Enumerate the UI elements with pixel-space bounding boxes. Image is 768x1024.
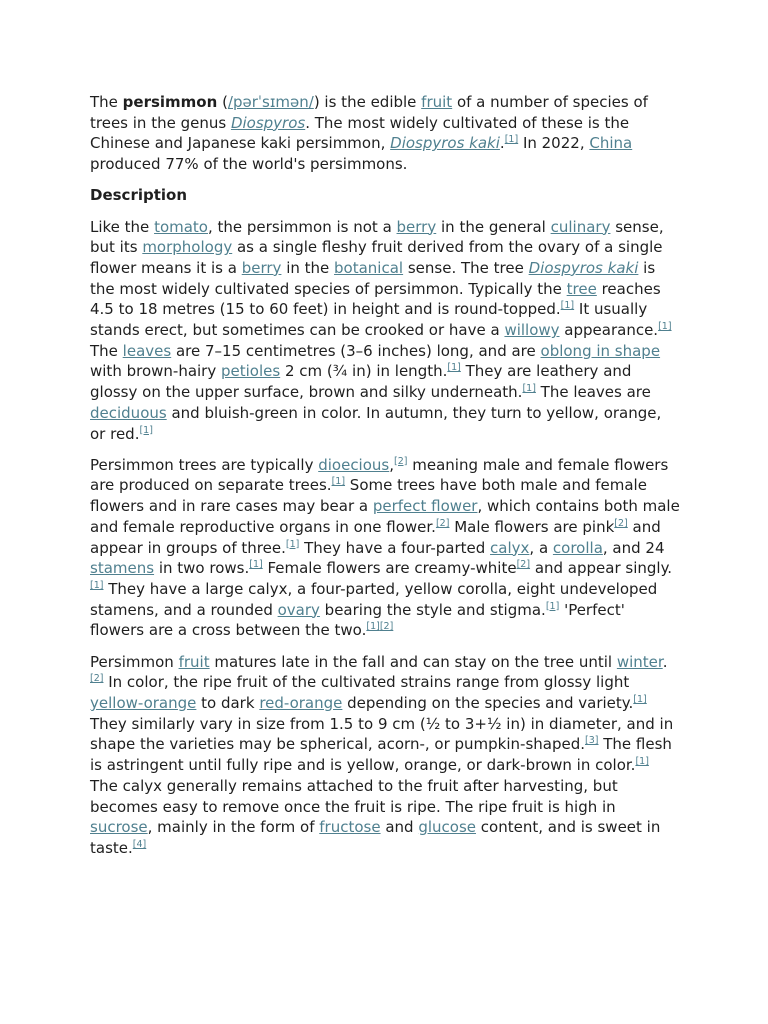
citation-ref xyxy=(517,559,530,570)
citation-link[interactable]: [2] xyxy=(379,621,394,633)
citation-link[interactable]: [1] xyxy=(249,559,263,571)
article-link[interactable]: /pərˈsɪmən/ xyxy=(227,93,314,111)
text-run: depending on the species and variety. xyxy=(342,693,634,712)
article-link[interactable]: red-orange xyxy=(259,693,343,712)
article-link[interactable]: leaves xyxy=(122,341,172,360)
text-run: sense. The tree xyxy=(403,258,529,277)
text-run: Female flowers are creamy-white xyxy=(262,559,517,578)
intro-paragraph xyxy=(90,92,680,175)
text-run: and appear in groups of three. xyxy=(90,517,661,557)
citation-ref xyxy=(286,539,299,550)
citation-ref xyxy=(585,735,598,746)
text-run: They have a large calyx, a four-parted, yellow corolla, eight undeveloped stamens, and a rounded xyxy=(90,579,658,619)
text-run: , and 24 xyxy=(602,538,665,557)
bold-term: persimmon xyxy=(122,93,218,111)
article-link[interactable]: Diospyros kaki xyxy=(528,258,639,277)
article-link[interactable]: glucose xyxy=(418,818,477,837)
article-link[interactable]: tomato xyxy=(154,217,208,236)
article-link[interactable]: culinary xyxy=(550,217,611,236)
text-run: Persimmon trees are typically xyxy=(90,455,319,474)
citation-link[interactable]: [4] xyxy=(132,838,147,850)
text-run: sense, but its xyxy=(90,217,664,257)
citation-ref xyxy=(394,456,407,467)
citation-link[interactable]: [2] xyxy=(435,517,450,529)
text-run: and appear singly. xyxy=(530,559,673,578)
citation-link[interactable]: [1] xyxy=(545,600,560,612)
article-link[interactable]: oblong in shape xyxy=(540,341,661,360)
text-run: It usually stands erect, but sometimes can be crooked or have a xyxy=(90,300,648,340)
article-link[interactable]: dioecious xyxy=(318,455,390,474)
citation-link[interactable]: [3] xyxy=(585,735,599,747)
text-run: . xyxy=(662,652,668,671)
citation-ref xyxy=(133,839,146,850)
citation-link[interactable]: [2] xyxy=(394,455,408,467)
article-link[interactable]: botanical xyxy=(334,258,404,277)
article-link[interactable]: willowy xyxy=(504,321,560,340)
text-run: meaning male and female flowers are produced on separate trees. xyxy=(90,455,669,495)
article-link[interactable]: berry xyxy=(241,258,282,277)
citation-link[interactable]: [1] xyxy=(560,300,575,312)
description-section xyxy=(90,217,680,859)
citation-ref xyxy=(380,621,393,632)
text-run: 'Perfect' flowers are a cross between the two. xyxy=(90,600,625,640)
citation-ref xyxy=(633,694,646,705)
article-link[interactable]: corolla xyxy=(552,538,603,557)
section-heading-description: Description xyxy=(90,186,188,205)
citation-link[interactable]: [1] xyxy=(447,362,461,374)
citation-link[interactable]: [1] xyxy=(331,476,346,488)
article-link[interactable]: fruit xyxy=(421,93,453,111)
text-run: . xyxy=(499,134,505,153)
text-run: are 7–15 centimetres (3–6 inches) long, and are xyxy=(171,341,541,360)
text-run: The calyx generally remains attached to the fruit after harvesting, but becomes easy to remove once the fruit is ripe. The ripe fruit is high in xyxy=(90,776,618,816)
article-link[interactable]: China xyxy=(589,134,633,153)
text-run: Like the xyxy=(90,217,155,236)
description-paragraph xyxy=(90,652,680,859)
text-run: The xyxy=(90,93,123,111)
text-run: in the xyxy=(281,258,335,277)
article-link[interactable]: fruit xyxy=(178,652,210,671)
citation-link[interactable]: [1] xyxy=(504,134,519,146)
text-run: bearing the style and stigma. xyxy=(319,600,546,619)
text-run: as a single fleshy fruit derived from the ovary of a single flower means it is a xyxy=(90,238,663,277)
text-run: in the general xyxy=(436,217,551,236)
text-run: of a number of species of trees in the genus xyxy=(90,93,648,132)
citation-ref xyxy=(635,756,648,767)
article-link[interactable]: Diospyros kaki xyxy=(390,134,500,153)
citation-ref xyxy=(522,383,535,394)
text-run: The leaves are xyxy=(535,383,651,402)
text-run: In color, the ripe fruit of the cultivated strains range from glossy light xyxy=(103,673,630,692)
article-link[interactable]: calyx xyxy=(490,538,530,557)
article-link[interactable]: ovary xyxy=(277,600,320,619)
article-link[interactable]: stamens xyxy=(90,559,155,578)
text-run: , mainly in the form of xyxy=(147,818,320,837)
text-run: appearance. xyxy=(559,321,659,340)
citation-ref xyxy=(249,559,262,570)
description-paragraph xyxy=(90,217,680,445)
text-run: and xyxy=(380,818,419,837)
citation-link[interactable]: [1] xyxy=(90,579,104,591)
article-link[interactable]: deciduous xyxy=(90,403,167,422)
article-link[interactable]: yellow-orange xyxy=(90,693,197,712)
text-run: In 2022, xyxy=(518,134,590,153)
text-run: They are leathery and glossy on the upper surface, brown and silky underneath. xyxy=(90,362,632,402)
text-run: in two rows. xyxy=(154,559,250,578)
text-run: Male flowers are pink xyxy=(449,517,615,536)
article-link[interactable]: perfect flower xyxy=(372,497,478,516)
description-paragraph xyxy=(90,455,680,641)
citation-link[interactable]: [1] xyxy=(285,538,300,550)
citation-link[interactable]: [1] xyxy=(633,693,647,705)
citation-link[interactable]: [1] xyxy=(522,383,536,395)
article-link[interactable]: berry xyxy=(396,217,437,236)
text-run: . The most widely cultivated of these is the Chinese and Japanese kaki persimmon, xyxy=(90,113,630,153)
citation-ref xyxy=(546,601,559,612)
citation-ref xyxy=(332,476,345,487)
citation-ref xyxy=(436,518,449,529)
text-run: , a xyxy=(529,538,553,557)
article-link[interactable]: tree xyxy=(566,279,597,298)
citation-ref xyxy=(90,580,103,591)
text-run: , which contains both male and female reproductive organs in one flower. xyxy=(90,497,680,536)
text-run: matures late in the fall and can stay on the tree until xyxy=(209,652,617,671)
article-link[interactable]: morphology xyxy=(142,238,233,257)
text-run: to dark xyxy=(196,693,260,712)
citation-ref xyxy=(139,425,152,436)
citation-ref xyxy=(447,362,460,373)
text-run: produced 77% of the world's persimmons. xyxy=(90,155,408,174)
citation-link[interactable]: [1] xyxy=(366,621,380,633)
article-link[interactable]: winter xyxy=(616,652,663,671)
citation-ref xyxy=(90,673,103,684)
text-run: They similarly vary in size from 1.5 to 9 cm (½ to 3+½ in) in diameter, and in shape the varieties may be spherical, acorn-, or pumpkin-shaped. xyxy=(90,714,674,754)
text-run: content, and is sweet in taste. xyxy=(90,818,661,857)
text-run: ( xyxy=(217,93,228,111)
article-body xyxy=(90,92,680,869)
article-link[interactable]: sucrose xyxy=(90,818,148,837)
citation-ref xyxy=(658,321,671,332)
citation-link[interactable]: [1] xyxy=(658,321,672,333)
citation-link[interactable]: [1] xyxy=(635,756,649,768)
text-run: Persimmon xyxy=(90,652,179,671)
text-run: The flesh is astringent until fully ripe and is yellow, orange, or dark-brown in color. xyxy=(90,735,672,775)
text-run: reaches 4.5 to 18 metres (15 to 60 feet) in height and is round-topped. xyxy=(90,279,661,319)
text-run: ) is the edible xyxy=(313,93,422,111)
citation-link[interactable]: [2] xyxy=(614,517,628,529)
text-run: is the most widely cultivated species of persimmon. Typically the xyxy=(90,258,656,298)
citation-link[interactable]: [2] xyxy=(516,559,531,571)
text-run: Some trees have both male and female flowers and in rare cases may bear a xyxy=(90,476,647,516)
article-link[interactable]: fructose xyxy=(319,818,381,837)
text-run: They have a four-parted xyxy=(299,538,491,557)
text-run: The xyxy=(90,341,123,360)
text-run: 2 cm (¾ in) in length. xyxy=(280,362,448,381)
article-link[interactable]: Diospyros xyxy=(230,113,306,132)
text-run: with brown-hairy xyxy=(90,362,221,381)
citation-ref xyxy=(561,300,574,311)
citation-ref xyxy=(505,134,518,145)
citation-ref xyxy=(366,621,379,632)
text-run: , the persimmon is not a xyxy=(207,217,397,236)
citation-ref xyxy=(614,518,627,529)
citation-link[interactable]: [1] xyxy=(139,424,153,436)
text-run: and bluish-green in color. In autumn, they turn to yellow, orange, or red. xyxy=(90,403,662,443)
citation-link[interactable]: [2] xyxy=(90,673,104,685)
text-run: , xyxy=(389,455,395,474)
article-link[interactable]: petioles xyxy=(221,362,281,381)
